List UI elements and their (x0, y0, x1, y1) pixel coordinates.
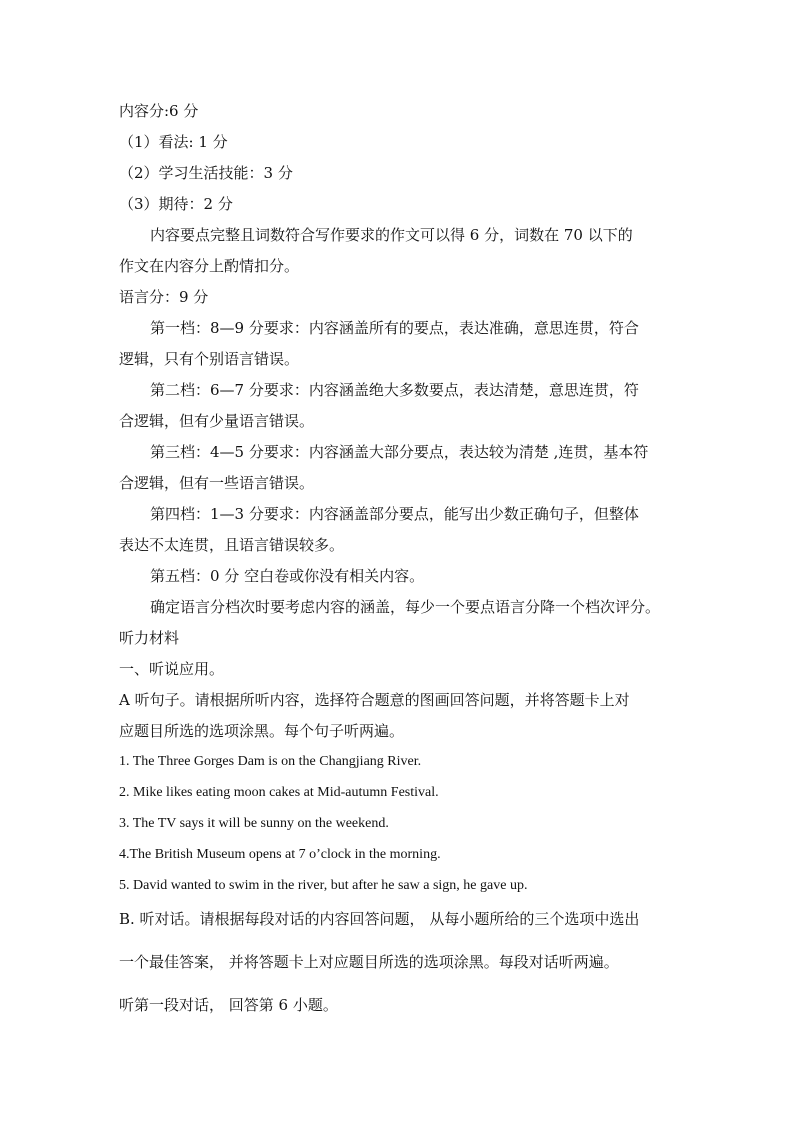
dialogue-1-instruction: 听第一段对话， 回答第 6 小题。 (119, 996, 338, 1014)
level-2-line-2: 合逻辑，但有少量语言错误。 (119, 412, 315, 430)
content-item-1: （1）看法: 1 分 (119, 133, 228, 151)
content-score-heading: 内容分:6 分 (119, 102, 199, 120)
sentence-1: 1. The Three Gorges Dam is on the Changjiang River. (119, 754, 422, 769)
level-1-line-1: 第一档：8—9 分要求：内容涵盖所有的要点，表达准确，意思连贯，符合 (150, 319, 639, 337)
part-a-instruction-line-2: 应题目所选的选项涂黑。每个句子听两遍。 (119, 722, 405, 740)
level-2-line-1: 第二档：6—7 分要求：内容涵盖绝大多数要点，表达清楚，意思连贯，符 (150, 381, 639, 399)
level-1-line-2: 逻辑，只有个别语言错误。 (119, 350, 300, 368)
content-note-line-2: 作文在内容分上酌情扣分。 (119, 257, 300, 275)
part-b-instruction-line-1: B. 听对话。请根据每段对话的内容回答问题， 从每小题所给的三个选项中选出 (119, 910, 640, 928)
listening-material-heading: 听力材料 (119, 629, 180, 647)
level-5-line: 第五档：0 分 空白卷或你没有相关内容。 (150, 567, 425, 585)
grading-rule: 确定语言分档次时要考虑内容的涵盖，每少一个要点语言分降一个档次评分。 (150, 598, 661, 616)
part-a-instruction-line-1: A 听句子。请根据所听内容，选择符合题意的图画回答问题，并将答题卡上对 (119, 691, 630, 709)
part-b-instruction-line-2: 一个最佳答案， 并将答题卡上对应题目所选的选项涂黑。每段对话听两遍。 (119, 953, 619, 971)
section-one-heading: 一、听说应用。 (119, 660, 225, 678)
level-4-line-2: 表达不太连贯，且语言错误较多。 (119, 536, 345, 554)
sentence-5: 5. David wanted to swim in the river, but after he saw a sign, he gave up. (119, 878, 528, 893)
sentence-2: 2. Mike likes eating moon cakes at Mid-autumn Festival. (119, 785, 439, 800)
level-3-line-1: 第三档：4—5 分要求：内容涵盖大部分要点，表达较为清楚 ,连贯，基本符 (150, 443, 649, 461)
sentence-4: 4.The British Museum opens at 7 o’clock in the morning. (119, 847, 441, 862)
level-4-line-1: 第四档：1—3 分要求：内容涵盖部分要点，能写出少数正确句子，但整体 (150, 505, 639, 523)
level-3-line-2: 合逻辑，但有一些语言错误。 (119, 474, 315, 492)
sentence-3: 3. The TV says it will be sunny on the weekend. (119, 816, 389, 831)
content-item-2: （2）学习生活技能：3 分 (119, 164, 293, 182)
content-note-line-1: 内容要点完整且词数符合写作要求的作文可以得 6 分，词数在 70 以下的 (150, 226, 633, 244)
language-score-heading: 语言分：9 分 (119, 288, 209, 306)
content-item-3: （3）期待：2 分 (119, 195, 233, 213)
